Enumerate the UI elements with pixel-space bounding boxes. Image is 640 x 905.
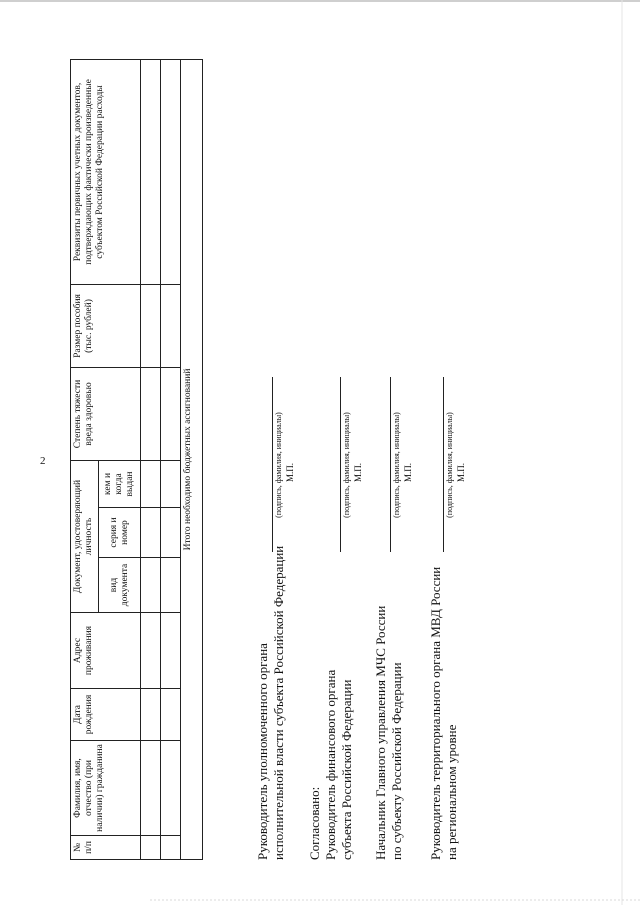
- signature-head: [255, 546, 286, 860]
- col-fio-header: Фамилия, имя, отчество (при наличии) гражданина: [71, 741, 141, 836]
- signature-head-stamp: М.П.: [285, 462, 295, 482]
- total-row: [181, 59, 203, 859]
- signature-mvd-underline: [443, 377, 444, 552]
- col-doc-issued-header: кем и когда выдан: [99, 460, 141, 507]
- table-row: [161, 59, 181, 859]
- signature-mchs-caption: (подпись, фамилия, инициалы): [392, 412, 401, 518]
- col-doc-series-header: серия и номер: [99, 508, 141, 558]
- col-address-header: Адрес проживания: [71, 613, 141, 689]
- signature-mvd: [428, 567, 459, 860]
- signature-finance-underline: [340, 377, 341, 552]
- table-row: [141, 59, 161, 859]
- total-label: Итого необходимо бюджетных ассигнований: [181, 59, 203, 859]
- signature-finance-stamp: М.П.: [353, 462, 363, 482]
- signature-mvd-stamp: М.П.: [456, 462, 466, 482]
- signature-mchs-line-1: Начальник Главного управления МЧС России: [373, 605, 388, 860]
- signature-mvd-line-2: на региональном уровне: [443, 724, 459, 860]
- signature-mchs-underline: [390, 377, 391, 552]
- col-requisites-header: Реквизиты первичных учетных документов, подтверждающих фактически произведенные субъектом Российской Федерации расходы: [71, 59, 141, 284]
- signature-head-underline: [272, 377, 273, 552]
- signature-mchs-line-2: по субъекту Российской Федерации: [388, 662, 404, 860]
- signature-finance-line-1: Руководитель финансового органа: [323, 669, 338, 860]
- signature-mvd-line-1: Руководитель территориального органа МВД России: [428, 566, 443, 860]
- signature-mchs-stamp: М.П.: [403, 462, 413, 482]
- signature-mvd-caption: (подпись, фамилия, инициалы): [445, 412, 454, 518]
- col-doc-type-header: вид документа: [99, 558, 141, 613]
- col-amount-header: Размер пособия (тыс. рублей): [71, 284, 141, 367]
- col-birth-header: Дата рождения: [71, 689, 141, 741]
- agreed-label: Согласовано:: [307, 786, 322, 860]
- signature-head-line-2: исполнительной власти субъекта Российской Федерации: [270, 545, 286, 860]
- signature-head-line-1: Руководитель уполномоченного органа: [255, 643, 270, 860]
- signature-finance-line-2: субъекта Российской Федерации: [338, 679, 354, 860]
- col-num-header: № п/п: [71, 836, 141, 860]
- form-rotated: [50, 60, 610, 860]
- page-number: 2: [40, 455, 46, 467]
- registry-table: [70, 59, 203, 860]
- signature-head-caption: (подпись, фамилия, инициалы): [274, 412, 283, 518]
- header-row-1: [71, 59, 99, 859]
- signature-finance: [323, 670, 354, 860]
- signature-finance-caption: (подпись, фамилия, инициалы): [342, 412, 351, 518]
- col-doc-group-header: Документ, удостоверяющий личность: [71, 460, 99, 612]
- signature-mchs: [373, 606, 404, 860]
- col-severity-header: Степень тяжести вреда здоровью: [71, 367, 141, 460]
